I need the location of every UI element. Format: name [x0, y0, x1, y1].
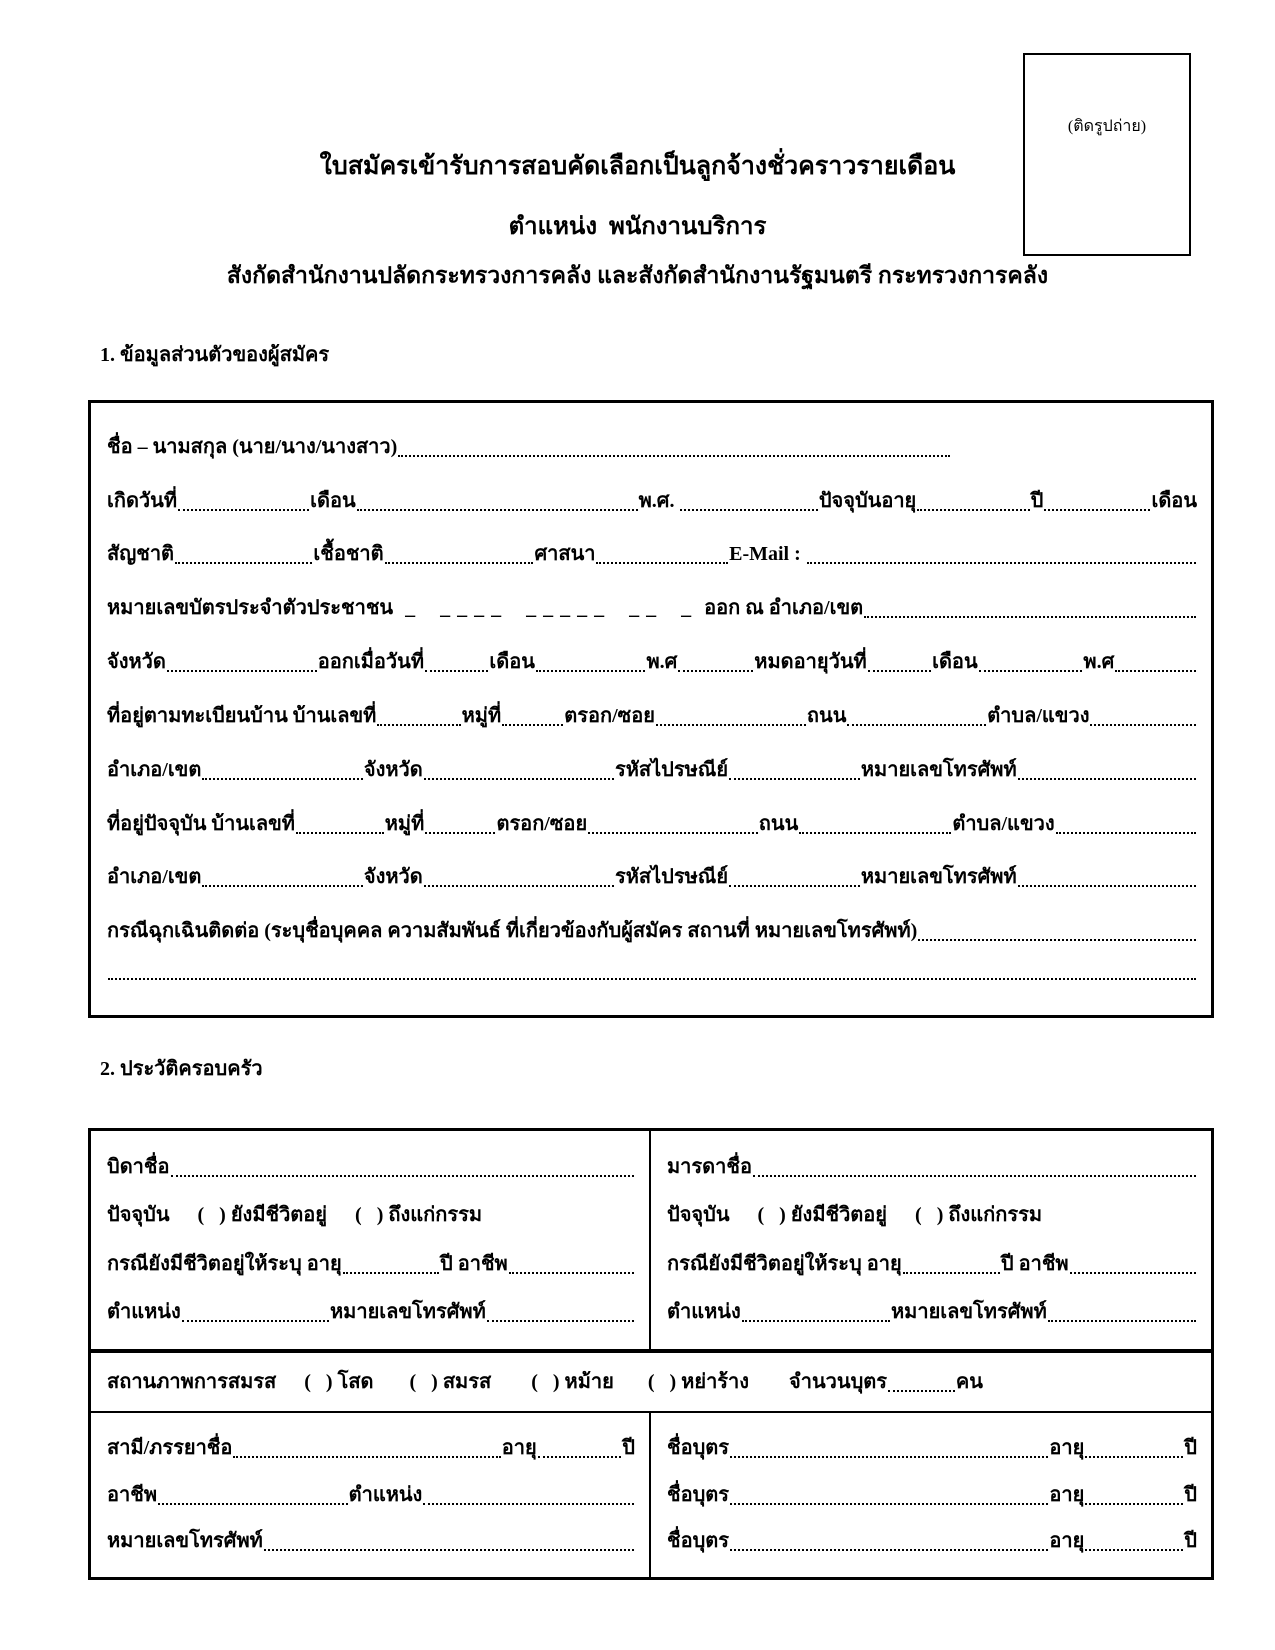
fill-in-blank[interactable] [1018, 772, 1196, 780]
photo-attach-label: (ติดรูปถ่าย) [1067, 118, 1147, 135]
field-label: ที่อยู่ปัจจุบัน บ้านเลขที่ [107, 812, 295, 835]
fill-in-blank[interactable] [979, 664, 1083, 672]
fill-in-blank[interactable] [807, 556, 1196, 564]
children-cell [651, 1413, 1211, 1577]
fill-in-blank[interactable] [357, 503, 638, 511]
field-label: ปี [622, 1436, 635, 1459]
fill-in-blank[interactable] [202, 879, 363, 887]
field-label: มารดาชื่อ [667, 1156, 752, 1179]
form-agency-title: สังกัดสำนักงานปลัดกระทรวงการคลัง และสังกัดสำนักงานรัฐมนตรี กระทรวงการคลัง [226, 263, 1049, 288]
id-number-boxes[interactable]: _ _ _ _ _ _ _ _ _ _ _ _ _ [405, 597, 693, 620]
field-label: กรณียังมีชีวิตอยู่ให้ระบุ อายุ [667, 1252, 902, 1275]
checkbox-option[interactable]: ( ) [409, 1370, 438, 1393]
field-label: ตำบล/แขวง [952, 812, 1055, 835]
field-label: พ.ศ [1083, 651, 1115, 674]
fill-in-blank[interactable] [509, 1266, 634, 1274]
field-label: หมายเลขโทรศัพท์ [329, 1300, 486, 1323]
field-label: พ.ศ [646, 651, 678, 674]
form-line [107, 434, 1197, 461]
fill-in-blank[interactable] [423, 1497, 634, 1505]
field-label: หมดอายุวันที่ [754, 651, 867, 674]
fill-in-blank[interactable] [398, 449, 949, 457]
mother-cell [651, 1131, 1211, 1349]
form-line [107, 1299, 635, 1326]
form-position-title: ตำแหน่ง พนักงานบริการ [508, 214, 767, 240]
form-line [107, 541, 1197, 568]
spouse-cell [91, 1413, 651, 1577]
field-label: กรณียังมีชีวิตอยู่ให้ระบุ อายุ [107, 1252, 342, 1275]
form-line [667, 1528, 1197, 1555]
fill-in-blank[interactable] [864, 610, 1196, 618]
field-label: บิดาชื่อ [107, 1156, 170, 1179]
field-label: หย่าร้าง [676, 1370, 750, 1393]
fill-in-blank[interactable] [917, 503, 1029, 511]
fill-in-blank[interactable] [536, 664, 646, 672]
field-label: ถึงแก่กรรม [383, 1204, 483, 1227]
fill-in-blank[interactable] [753, 1169, 1196, 1177]
fill-in-blank[interactable] [502, 718, 563, 726]
field-label: จังหวัด [363, 758, 423, 781]
field-label: ชื่อบุตร [667, 1530, 730, 1553]
form-line [667, 1435, 1197, 1462]
fill-in-blank[interactable] [596, 556, 728, 564]
field-label: ยังมีชีวิตอยู่ [785, 1204, 888, 1227]
checkbox-option[interactable]: ( ) [531, 1370, 560, 1393]
field-label: ถนน [758, 812, 799, 835]
marital-status-row [91, 1353, 1211, 1413]
form-line [107, 1435, 635, 1462]
checkbox-option[interactable]: ( ) [197, 1204, 226, 1227]
fill-in-blank[interactable] [264, 1543, 634, 1551]
field-label: หมายเลขโทรศัพท์ [860, 758, 1017, 781]
fill-in-blank[interactable] [202, 772, 363, 780]
fill-in-blank[interactable] [167, 664, 317, 672]
fill-in-blank[interactable] [888, 1384, 955, 1392]
field-label: คน [955, 1370, 983, 1393]
fill-in-blank[interactable] [108, 972, 1196, 980]
field-label: ปี [1030, 489, 1044, 512]
form-line [107, 972, 1197, 984]
field-label: เดือน [489, 651, 535, 674]
fill-in-blank[interactable] [903, 1266, 1000, 1274]
field-label: เดือน [932, 651, 978, 674]
spouse-children-row [91, 1413, 1211, 1577]
field-label: จำนวนบุตร [789, 1370, 887, 1393]
form-line [107, 1528, 635, 1555]
fill-in-blank[interactable] [158, 1497, 348, 1505]
fill-in-blank[interactable] [424, 879, 614, 887]
form-line [667, 1202, 1197, 1229]
form-line [107, 703, 1197, 730]
form-line [667, 1251, 1197, 1278]
fill-in-blank[interactable] [847, 718, 986, 726]
checkbox-option[interactable]: ( ) [304, 1370, 333, 1393]
form-line [107, 1154, 635, 1181]
checkbox-option[interactable]: ( ) [915, 1204, 944, 1227]
field-label: หมายเลขโทรศัพท์ [860, 866, 1017, 889]
field-label: ตรอก/ซอย [496, 812, 588, 835]
fill-in-blank[interactable] [343, 1266, 439, 1274]
field-label: หมายเลขโทรศัพท์ [107, 1530, 263, 1553]
field-label: อายุ [1049, 1530, 1085, 1553]
section2-heading: 2. ประวัติครอบครัว [100, 1058, 263, 1080]
field-label: ปัจจุบัน [667, 1204, 730, 1227]
field-label: จังหวัด [107, 651, 166, 674]
form-line [107, 1369, 1197, 1396]
field-label: ถนน [806, 704, 847, 727]
field-label: รหัสไปรษณีย์ [614, 866, 729, 889]
spacer [1042, 1228, 1197, 1229]
father-cell [91, 1131, 651, 1349]
fill-in-blank[interactable] [1044, 503, 1150, 511]
field-label: ปี [1184, 1436, 1197, 1459]
field-label: ตำแหน่ง [667, 1300, 741, 1323]
fill-in-blank[interactable] [1048, 1314, 1196, 1322]
fill-in-blank[interactable] [296, 826, 384, 834]
form-line [667, 1482, 1197, 1509]
fill-in-blank[interactable] [729, 772, 860, 780]
field-label: เกิดวันที่ [107, 489, 178, 512]
field-label: เดือน [310, 489, 356, 512]
fill-in-blank[interactable] [799, 826, 951, 834]
field-label: พ.ศ. [638, 489, 680, 512]
field-label: ศาสนา [534, 543, 596, 566]
form-line [107, 1251, 635, 1278]
field-label: ตำแหน่ง [348, 1483, 423, 1506]
fill-in-blank[interactable] [730, 1497, 1048, 1505]
field-label: ปี [1184, 1530, 1197, 1553]
field-label: รหัสไปรษณีย์ [614, 758, 729, 781]
field-label: หม้าย [559, 1370, 614, 1393]
field-label: ตำแหน่ง [107, 1300, 181, 1323]
field-label: ถึงแก่กรรม [943, 1204, 1043, 1227]
form-line [107, 488, 1197, 515]
field-label: ที่อยู่ตามทะเบียนบ้าน บ้านเลขที่ [107, 704, 377, 727]
field-label: หมายเลขโทรศัพท์ [890, 1300, 1047, 1323]
field-label: E-Mail : [729, 543, 806, 566]
field-label: ชื่อบุตร [667, 1483, 730, 1506]
fill-in-blank[interactable] [730, 1450, 1048, 1458]
fill-in-blank[interactable] [487, 1314, 634, 1322]
field-label: อายุ [1049, 1483, 1085, 1506]
fill-in-blank[interactable] [1085, 1450, 1183, 1458]
fill-in-blank[interactable] [1115, 664, 1196, 672]
field-label: อาชีพ [107, 1483, 157, 1506]
field-label: สถานภาพการสมรส [107, 1370, 277, 1393]
field-label: ปัจจุบันอายุ [818, 489, 917, 512]
fill-in-blank[interactable] [233, 1450, 500, 1458]
spacer [482, 1228, 635, 1229]
form-line [107, 649, 1197, 676]
field-label: หมู่ที่ [384, 812, 425, 835]
form-line [107, 1202, 635, 1229]
section1-heading: 1. ข้อมูลส่วนตัวของผู้สมัคร [100, 344, 330, 366]
fill-in-blank[interactable] [1085, 1497, 1183, 1505]
field-label: ชื่อ – นามสกุล (นาย/นาง/นางสาว) [107, 435, 398, 458]
field-label: สัญชาติ [107, 543, 175, 566]
checkbox-option[interactable]: ( ) [647, 1370, 677, 1393]
field-label: ยังมีชีวิตอยู่ [225, 1204, 328, 1227]
spacer [951, 460, 1197, 461]
family-info-table [88, 1128, 1214, 1580]
field-label: อายุ [1049, 1436, 1085, 1459]
fill-in-blank[interactable] [729, 879, 860, 887]
form-line [107, 811, 1197, 838]
form-title: ใบสมัครเข้ารับการสอบคัดเลือกเป็นลูกจ้างชั่วคราวรายเดือน [319, 153, 956, 180]
form-line [107, 918, 1197, 945]
field-label: อำเภอ/เขต [107, 866, 202, 889]
fill-in-blank[interactable] [680, 503, 817, 511]
field-label: สมรส [437, 1370, 492, 1393]
parents-row [91, 1131, 1211, 1353]
field-label: ออกเมื่อวันที่ [317, 651, 425, 674]
field-label: ตรอก/ซอย [564, 704, 655, 727]
form-line [667, 1154, 1197, 1181]
fill-in-blank[interactable] [1090, 718, 1196, 726]
fill-in-blank[interactable] [175, 556, 312, 564]
field-label: ออก ณ อำเภอ/เขต [704, 597, 864, 620]
field-label: ปี อาชีพ [1000, 1252, 1069, 1275]
fill-in-blank[interactable] [425, 826, 495, 834]
spacer [983, 1395, 1197, 1396]
field-label: ตำบล/แขวง [987, 704, 1090, 727]
fill-in-blank[interactable] [1018, 879, 1196, 887]
fill-in-blank[interactable] [588, 826, 758, 834]
fill-in-blank[interactable] [425, 664, 488, 672]
fill-in-blank[interactable] [918, 933, 1196, 941]
form-line [667, 1299, 1197, 1326]
personal-info-box [88, 400, 1214, 1018]
field-label: ปัจจุบัน [107, 1204, 170, 1227]
field-label: หมายเลขบัตรประจำตัวประชาชน [107, 597, 394, 620]
fill-in-blank[interactable] [377, 718, 460, 726]
fill-in-blank[interactable] [1056, 826, 1196, 834]
fill-in-blank[interactable] [656, 718, 806, 726]
fill-in-blank[interactable] [424, 772, 614, 780]
form-line [107, 1482, 635, 1509]
checkbox-option[interactable]: ( ) [757, 1204, 786, 1227]
field-label: กรณีฉุกเฉินติดต่อ (ระบุชื่อบุคคล ความสัมพันธ์ ที่เกี่ยวข้องกับผู้สมัคร สถานที่ หมายเลขโทรศัพท์) [107, 920, 918, 943]
field-label: ปี อาชีพ [440, 1252, 508, 1275]
fill-in-blank[interactable] [182, 1314, 329, 1322]
field-label: เชื้อชาติ [313, 543, 384, 566]
checkbox-option[interactable]: ( ) [355, 1204, 384, 1227]
fill-in-blank[interactable] [171, 1169, 635, 1177]
fill-in-blank[interactable] [730, 1543, 1048, 1551]
field-label: โสด [332, 1370, 374, 1393]
field-label: ปี [1184, 1483, 1197, 1506]
field-label: อำเภอ/เขต [107, 758, 202, 781]
field-label: จังหวัด [363, 866, 423, 889]
field-label: เดือน [1151, 489, 1197, 512]
fill-in-blank[interactable] [1085, 1543, 1183, 1551]
fill-in-blank[interactable] [678, 664, 753, 672]
form-line [107, 595, 1197, 622]
fill-in-blank[interactable] [538, 1450, 622, 1458]
fill-in-blank[interactable] [742, 1314, 890, 1322]
fill-in-blank[interactable] [385, 556, 534, 564]
fill-in-blank[interactable] [868, 664, 931, 672]
fill-in-blank[interactable] [1070, 1266, 1196, 1274]
field-label: อายุ [501, 1436, 537, 1459]
field-label: ชื่อบุตร [667, 1436, 730, 1459]
fill-in-blank[interactable] [178, 503, 309, 511]
form-line [107, 757, 1197, 784]
field-label: สามี/ภรรยาชื่อ [107, 1436, 233, 1459]
field-label: หมู่ที่ [461, 704, 502, 727]
form-line [107, 864, 1197, 891]
